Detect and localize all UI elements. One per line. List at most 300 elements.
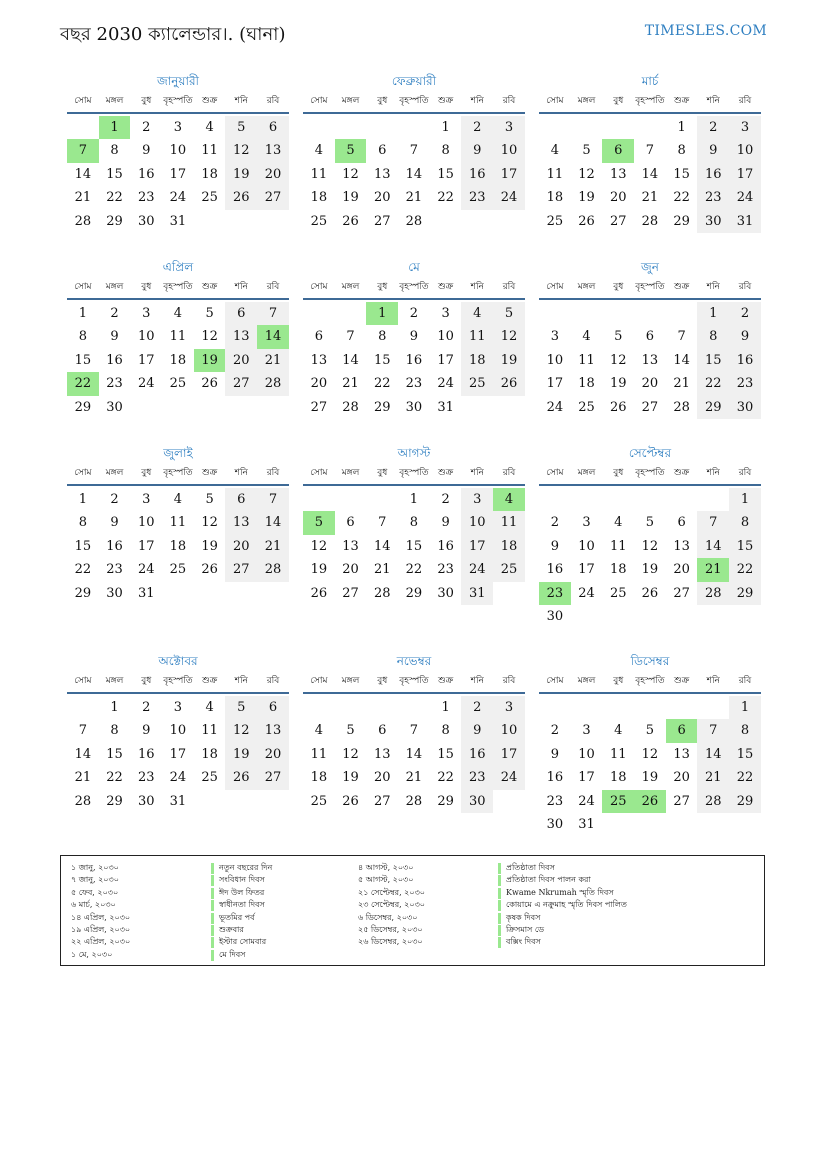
day-cell: 28 <box>641 213 659 229</box>
empty-day-cell <box>539 116 571 139</box>
day-cell: 23 <box>437 562 454 578</box>
weekend-day-cell: 28 <box>257 372 289 395</box>
week-row <box>67 719 289 742</box>
day-cell: 20 <box>310 376 328 392</box>
day-cell: 29 <box>74 585 92 601</box>
holiday-legend-item <box>358 912 627 924</box>
day-cell: 11 <box>169 515 187 531</box>
weekend-day-cell: 20 <box>225 349 257 372</box>
weekday-label: সোম <box>546 96 564 106</box>
day-cell: 15 <box>373 352 391 368</box>
day-cell: 27 <box>342 585 359 601</box>
week-row <box>303 139 525 162</box>
day-cell: 19 <box>310 562 328 578</box>
empty-day-cell <box>225 582 257 605</box>
empty-day-cell <box>697 696 729 719</box>
day-cell: 31 <box>137 585 155 601</box>
weekday-label: শনি <box>234 96 248 106</box>
weekday-label: বৃহস্পতি <box>163 468 193 478</box>
weekday-label: শুক্র <box>437 676 454 686</box>
day-cell: 28 <box>405 793 423 809</box>
day-cell: 18 <box>578 376 595 392</box>
empty-day-cell <box>366 696 398 719</box>
weekend-day-cell: 21 <box>697 766 729 789</box>
week-row <box>539 582 761 605</box>
holiday-color-marker <box>211 937 214 948</box>
day-cell: 19 <box>578 190 595 206</box>
empty-day-cell <box>335 488 367 511</box>
week-row <box>303 696 525 719</box>
day-cell: 19 <box>641 562 659 578</box>
day-cell: 16 <box>137 746 155 762</box>
day-cell: 7 <box>409 143 419 159</box>
week-row <box>539 372 761 395</box>
day-cell: 2 <box>110 492 119 507</box>
weekday-label: রবি <box>738 282 752 292</box>
holiday-day-cell: 19 <box>194 349 226 372</box>
day-cell: 28 <box>74 213 92 229</box>
week-row <box>539 790 761 813</box>
day-cell: 12 <box>609 352 627 368</box>
weekday-label: শুক্র <box>673 96 690 106</box>
day-cell: 17 <box>137 352 155 368</box>
week-row <box>539 511 761 534</box>
month-title: সেপ্টেম্বর <box>628 446 672 460</box>
day-cell: 5 <box>346 723 355 739</box>
weekend-day-cell: 9 <box>461 139 493 162</box>
weekend-day-cell: 29 <box>697 396 729 419</box>
day-cell: 9 <box>550 538 559 554</box>
day-cell: 9 <box>142 143 151 159</box>
day-cell: 12 <box>310 538 328 554</box>
day-cell: 26 <box>201 562 218 578</box>
day-cell: 8 <box>409 515 419 531</box>
month-block <box>303 652 525 813</box>
weekday-label: বৃহস্পতি <box>635 676 665 686</box>
day-cell: 2 <box>550 723 559 739</box>
holiday-legend-item <box>358 924 627 936</box>
day-cell: 7 <box>346 329 355 345</box>
month-title: মে <box>408 260 420 274</box>
day-cell: 29 <box>106 793 123 809</box>
weekday-label: শুক্র <box>673 676 690 686</box>
holiday-legend-column-2 <box>358 862 627 949</box>
empty-day-cell <box>162 396 194 419</box>
day-cell: 1 <box>677 120 686 135</box>
empty-day-cell <box>366 116 398 139</box>
holiday-day-cell: 14 <box>257 325 289 348</box>
day-cell: 23 <box>106 376 123 392</box>
weekday-label: বুধ <box>377 468 388 478</box>
day-cell: 21 <box>673 376 690 392</box>
week-row <box>303 186 525 209</box>
site-brand-link[interactable]: TIMESLES.COM <box>644 23 767 39</box>
week-row <box>303 302 525 325</box>
day-cell: 29 <box>373 399 391 415</box>
day-cell: 1 <box>409 492 419 507</box>
day-cell: 7 <box>378 515 387 531</box>
day-cell: 4 <box>314 143 323 159</box>
empty-day-cell <box>257 396 289 419</box>
holiday-name: কৃষক দিবস <box>506 912 541 922</box>
empty-day-cell <box>335 302 367 325</box>
day-cell: 22 <box>106 770 123 786</box>
empty-day-cell <box>335 116 367 139</box>
holiday-day-cell: 23 <box>539 582 571 605</box>
weekday-label: বৃহস্পতি <box>635 282 665 292</box>
weekend-day-cell: 6 <box>257 696 289 719</box>
weekend-day-cell: 10 <box>493 139 525 162</box>
day-cell: 15 <box>74 538 92 554</box>
day-cell: 19 <box>609 376 627 392</box>
day-cell: 17 <box>169 166 187 182</box>
day-cell: 13 <box>373 746 391 762</box>
day-cell: 20 <box>342 562 359 578</box>
empty-day-cell <box>493 210 525 233</box>
day-cell: 25 <box>578 399 595 415</box>
day-cell: 28 <box>342 399 359 415</box>
weekday-label: বৃহস্পতি <box>399 468 429 478</box>
holiday-date: ৬ ডিসেম্বর, ২০৩০ <box>358 912 418 922</box>
week-row <box>67 558 289 581</box>
weekend-day-cell: 14 <box>697 535 729 558</box>
day-cell: 27 <box>609 213 627 229</box>
holiday-color-marker <box>211 875 214 886</box>
week-row <box>67 210 289 233</box>
weekend-day-cell: 5 <box>225 116 257 139</box>
day-cell: 31 <box>169 213 187 229</box>
holiday-name: মে দিবস <box>219 949 246 959</box>
weekday-label: মঙ্গল <box>105 96 124 106</box>
weekend-day-cell: 28 <box>257 558 289 581</box>
holiday-day-cell: 7 <box>67 139 99 162</box>
weekend-day-cell: 17 <box>493 163 525 186</box>
weekend-day-cell: 2 <box>461 696 493 719</box>
month-title: আগস্ট <box>397 446 431 460</box>
holiday-legend-item <box>358 887 627 899</box>
empty-day-cell <box>571 696 603 719</box>
weekend-day-cell: 22 <box>697 372 729 395</box>
day-cell: 9 <box>550 746 559 762</box>
weekend-day-cell: 31 <box>729 210 761 233</box>
weekday-label: শুক্র <box>201 468 218 478</box>
weekday-label: মঙ্গল <box>577 96 596 106</box>
holiday-color-marker <box>211 900 214 911</box>
weekday-label: রবি <box>502 282 516 292</box>
weekday-label: শুক্র <box>437 96 454 106</box>
day-cell: 18 <box>201 166 218 182</box>
weekend-day-cell: 19 <box>493 349 525 372</box>
week-row <box>539 186 761 209</box>
weekday-header <box>539 276 761 300</box>
weekend-day-cell: 23 <box>461 766 493 789</box>
weekend-day-cell: 13 <box>225 511 257 534</box>
empty-day-cell <box>666 696 698 719</box>
weekend-day-cell: 11 <box>493 511 525 534</box>
day-cell: 3 <box>550 329 559 345</box>
weekday-label: শনি <box>470 96 484 106</box>
week-row <box>67 325 289 348</box>
day-cell: 12 <box>201 515 218 531</box>
weekday-label: বৃহস্পতি <box>399 676 429 686</box>
empty-day-cell <box>335 696 367 719</box>
weekday-label: বুধ <box>377 96 388 106</box>
day-cell: 5 <box>645 723 655 739</box>
week-row <box>539 325 761 348</box>
day-cell: 9 <box>110 515 119 531</box>
day-cell: 28 <box>405 213 423 229</box>
day-cell: 11 <box>201 723 218 739</box>
weekday-label: বৃহস্পতি <box>163 282 193 292</box>
empty-day-cell <box>634 302 666 325</box>
weekday-label: সোম <box>310 468 328 478</box>
week-row <box>303 349 525 372</box>
weekend-day-cell: 9 <box>729 325 761 348</box>
empty-day-cell <box>634 488 666 511</box>
empty-day-cell <box>398 696 430 719</box>
weekend-day-cell: 18 <box>493 535 525 558</box>
month-block <box>303 72 525 233</box>
holiday-legend-item <box>71 912 272 924</box>
day-cell: 20 <box>641 376 659 392</box>
day-cell: 22 <box>437 770 454 786</box>
weekend-day-cell: 30 <box>697 210 729 233</box>
day-cell: 29 <box>673 213 690 229</box>
holiday-day-cell: 6 <box>602 139 634 162</box>
day-cell: 17 <box>578 562 595 578</box>
day-cell: 3 <box>173 120 183 135</box>
day-cell: 17 <box>578 770 595 786</box>
weekend-day-cell: 7 <box>257 302 289 325</box>
day-cell: 14 <box>673 352 690 368</box>
weekday-label: সোম <box>74 96 92 106</box>
weekday-label: বুধ <box>613 468 624 478</box>
week-row <box>303 325 525 348</box>
week-row <box>67 696 289 719</box>
week-row <box>303 766 525 789</box>
week-row <box>67 302 289 325</box>
day-cell: 9 <box>142 723 151 739</box>
day-cell: 15 <box>106 746 123 762</box>
day-cell: 2 <box>110 306 119 321</box>
day-cell: 13 <box>310 352 328 368</box>
day-cell: 24 <box>169 770 187 786</box>
day-cell: 20 <box>673 770 690 786</box>
day-cell: 10 <box>169 143 187 159</box>
weekend-day-cell: 23 <box>461 186 493 209</box>
day-cell: 4 <box>550 143 559 159</box>
day-cell: 16 <box>546 770 564 786</box>
day-cell: 31 <box>578 816 595 832</box>
empty-day-cell <box>539 302 571 325</box>
weekday-header <box>67 276 289 300</box>
day-cell: 25 <box>201 770 218 786</box>
weekday-label: সোম <box>74 468 92 478</box>
weekend-day-cell: 9 <box>461 719 493 742</box>
holiday-day-cell: 22 <box>67 372 99 395</box>
weekend-day-cell: 10 <box>729 139 761 162</box>
weekend-day-cell: 16 <box>461 743 493 766</box>
day-cell: 3 <box>582 723 591 739</box>
holiday-legend-item <box>71 949 272 961</box>
weekday-label: মঙ্গল <box>105 468 124 478</box>
empty-day-cell <box>257 210 289 233</box>
weekend-day-cell: 14 <box>697 743 729 766</box>
weekday-label: শুক্র <box>673 282 690 292</box>
weekday-header <box>303 276 525 300</box>
empty-day-cell <box>194 210 226 233</box>
day-cell: 8 <box>78 515 87 531</box>
weekday-label: রবি <box>266 282 280 292</box>
weekday-label: বুধ <box>141 468 152 478</box>
week-row <box>539 396 761 419</box>
weekday-label: শুক্র <box>437 468 454 478</box>
month-title: মার্চ <box>641 74 659 88</box>
day-cell: 1 <box>441 120 450 135</box>
day-cell: 4 <box>173 492 183 507</box>
day-cell: 30 <box>137 793 155 809</box>
holiday-legend-item <box>71 874 272 886</box>
weekday-label: মঙ্গল <box>577 676 596 686</box>
weekday-label: রবি <box>502 468 516 478</box>
weekday-label: সোম <box>310 282 328 292</box>
holiday-color-marker <box>211 913 214 924</box>
weekend-day-cell: 16 <box>461 163 493 186</box>
day-cell: 12 <box>641 538 659 554</box>
day-cell: 16 <box>437 538 454 554</box>
holiday-name: ইস্টার সোমবার <box>219 937 267 947</box>
day-cell: 26 <box>201 376 218 392</box>
day-cell: 25 <box>310 793 328 809</box>
day-cell: 19 <box>201 538 218 554</box>
weekday-label: বুধ <box>141 282 152 292</box>
day-cell: 9 <box>441 515 450 531</box>
weekday-label: শনি <box>706 676 720 686</box>
empty-day-cell <box>602 488 634 511</box>
day-cell: 8 <box>378 329 387 345</box>
day-cell: 20 <box>673 562 690 578</box>
weekend-day-cell: 6 <box>257 116 289 139</box>
weekday-label: শুক্র <box>201 676 218 686</box>
weekend-day-cell: 2 <box>461 116 493 139</box>
month-title: ফেব্রুয়ারী <box>391 74 437 88</box>
day-cell: 1 <box>110 700 119 715</box>
day-cell: 7 <box>645 143 655 159</box>
day-cell: 26 <box>342 213 359 229</box>
day-cell: 27 <box>373 213 391 229</box>
weekday-label: বৃহস্পতি <box>635 468 665 478</box>
day-cell: 5 <box>205 492 214 507</box>
empty-day-cell <box>697 813 729 836</box>
day-cell: 22 <box>373 376 391 392</box>
holiday-color-marker <box>498 875 501 886</box>
month-title: এপ্রিল <box>162 260 194 274</box>
weekend-day-cell: 21 <box>257 535 289 558</box>
empty-day-cell <box>257 790 289 813</box>
weekday-label: বৃহস্পতি <box>635 96 665 106</box>
holiday-legend-item <box>358 899 627 911</box>
holiday-date: ৭ জানু, ২০৩০ <box>71 875 119 885</box>
month-block <box>539 444 761 628</box>
week-row <box>67 349 289 372</box>
day-cell: 3 <box>142 492 151 507</box>
day-cell: 18 <box>609 562 627 578</box>
day-cell: 11 <box>609 746 627 762</box>
day-cell: 22 <box>405 562 423 578</box>
month-title: জুন <box>641 260 659 274</box>
week-row <box>67 139 289 162</box>
weekday-header <box>539 462 761 486</box>
holiday-date: ১৪ এপ্রিল, ২০৩০ <box>71 912 131 922</box>
empty-day-cell <box>398 116 430 139</box>
weekday-label: বুধ <box>613 96 624 106</box>
holiday-color-marker <box>498 925 501 936</box>
weekend-day-cell: 17 <box>493 743 525 766</box>
day-cell: 18 <box>546 190 564 206</box>
week-row <box>67 790 289 813</box>
weekend-day-cell: 9 <box>697 139 729 162</box>
day-cell: 17 <box>546 376 564 392</box>
weekday-header <box>303 670 525 694</box>
empty-day-cell <box>67 696 99 719</box>
holiday-day-cell: 6 <box>666 719 698 742</box>
day-cell: 21 <box>74 770 92 786</box>
weekday-label: সোম <box>546 282 564 292</box>
weekend-day-cell: 10 <box>493 719 525 742</box>
day-cell: 2 <box>142 700 151 715</box>
day-cell: 2 <box>441 492 450 507</box>
empty-day-cell <box>602 116 634 139</box>
holiday-name: ভূতমির পর্ব <box>219 912 255 922</box>
holiday-color-marker <box>211 950 214 961</box>
weekday-label: শনি <box>234 676 248 686</box>
day-cell: 12 <box>641 746 659 762</box>
weekday-label: সোম <box>546 676 564 686</box>
weekend-day-cell: 27 <box>257 186 289 209</box>
holiday-legend-column-1 <box>71 862 272 961</box>
weekend-day-cell: 8 <box>729 511 761 534</box>
week-row <box>303 163 525 186</box>
weekend-day-cell: 6 <box>225 488 257 511</box>
day-cell: 27 <box>373 793 391 809</box>
day-cell: 3 <box>582 515 591 531</box>
day-cell: 12 <box>342 746 359 762</box>
day-cell: 29 <box>106 213 123 229</box>
week-row <box>303 116 525 139</box>
weekday-label: শনি <box>470 676 484 686</box>
weekend-day-cell: 21 <box>257 349 289 372</box>
weekday-label: বুধ <box>613 676 624 686</box>
weekday-label: মঙ্গল <box>341 282 360 292</box>
holiday-legend-item <box>358 874 627 886</box>
month-block <box>539 72 761 233</box>
day-cell: 19 <box>342 770 359 786</box>
holiday-legend-item <box>71 887 272 899</box>
day-cell: 28 <box>74 793 92 809</box>
day-cell: 18 <box>310 190 328 206</box>
weekend-day-cell: 23 <box>697 186 729 209</box>
holiday-name: বক্সিং দিবস <box>506 937 541 947</box>
day-cell: 14 <box>74 166 92 182</box>
day-cell: 5 <box>645 515 655 531</box>
weekday-label: রবি <box>502 96 516 106</box>
week-row <box>539 696 761 719</box>
holiday-legend-item <box>71 936 272 948</box>
empty-day-cell <box>539 696 571 719</box>
day-cell: 27 <box>641 399 659 415</box>
empty-day-cell <box>602 696 634 719</box>
day-cell: 8 <box>441 143 450 159</box>
